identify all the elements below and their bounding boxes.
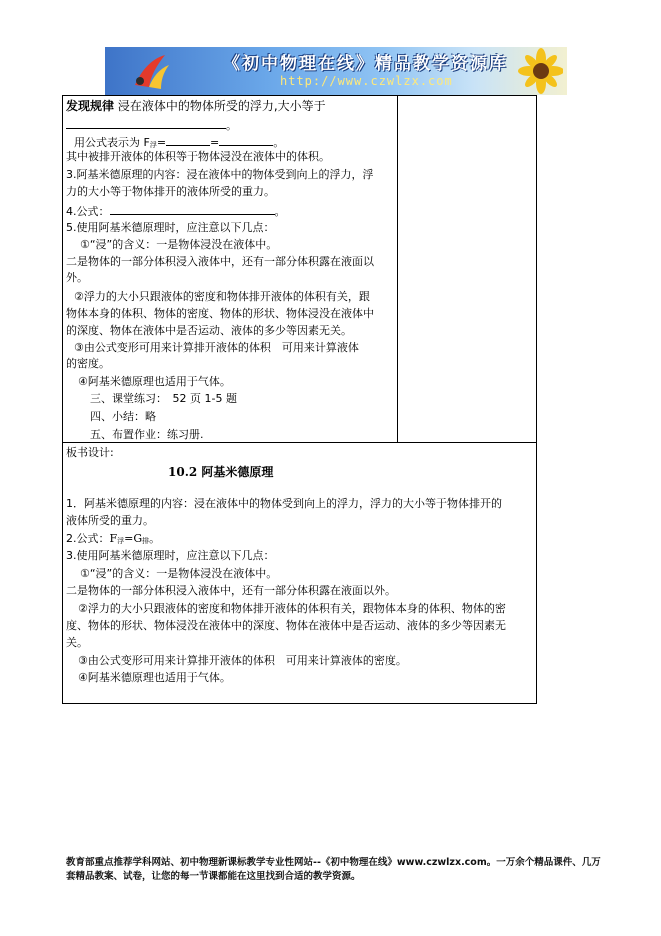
formula-label: 2.公式： — [66, 532, 110, 545]
footer-line-2: 套精品教案、试卷，让您的每一节课都能在这里找到合适的教学资源。 — [66, 871, 361, 882]
formula-end: 。 — [149, 532, 161, 545]
board-design-label: 板书设计: — [66, 446, 114, 459]
text-line: 四、小结：略 — [90, 410, 156, 423]
blank-answer-underline — [66, 117, 226, 129]
formula-label: 4.公式： — [66, 205, 110, 218]
text-line: ③由公式变形可用来计算排开液体的体积 可用来计算液体的密度。 — [78, 654, 407, 667]
blank-answer-end: 。 — [226, 119, 237, 132]
banner-url[interactable]: http://www.czwlzx.com — [280, 74, 453, 88]
text-line: 二是物体的一部分体积浸入液体中，还有一部分体积露在液面以 — [66, 255, 374, 268]
formula-subscript-a: 浮 — [117, 537, 125, 545]
discovery-rule-text: 浸在液体中的物体所受的浮力,大小等于 — [117, 99, 326, 113]
text-line: 外。 — [66, 271, 88, 284]
text-line: 力的大小等于物体排开的液体所受的重力。 — [66, 185, 275, 198]
text-line: 3.使用阿基米德原理时，应注意以下几点： — [66, 549, 275, 562]
formula-fill-blank — [110, 203, 275, 215]
formula-blank-2 — [219, 134, 273, 146]
text-line: 液体所受的重力。 — [66, 514, 154, 527]
formula-fill-end: 。 — [274, 205, 286, 218]
text-line: 三、课堂练习： 52 页 1-5 题 — [90, 392, 237, 405]
text-line: 3.阿基米德原理的内容：浸在液体中的物体受到向上的浮力，浮 — [66, 168, 374, 181]
table-column-divider — [397, 96, 398, 442]
text-line: 的深度、物体在液体中是否运动、液体的多少等因素无关。 — [66, 324, 352, 337]
discovery-rule-label: 发现规律 — [66, 99, 115, 113]
formula-fill-line — [66, 203, 286, 219]
text-line: 其中被排开液体的体积等于物体浸没在液体中的体积。 — [66, 150, 330, 163]
formula-equals-1: = — [156, 136, 167, 149]
formula-end: 。 — [273, 136, 285, 149]
text-line: ②浮力的大小只跟液体的密度和物体排开液体的体积有关，跟 — [74, 290, 370, 303]
text-line: ②浮力的大小只跟液体的密度和物体排开液体的体积有关，跟物体本身的体积、物体的密 — [78, 602, 506, 615]
text-line: ③由公式变形可用来计算排开液体的体积 可用来计算液体 — [74, 341, 359, 354]
formula-part-a: F — [109, 532, 118, 545]
formula-prefix: 用公式表示为 F — [74, 136, 150, 149]
text-line: 关。 — [66, 636, 88, 649]
text-line: ①“浸”的含义：一是物体浸没在液体中。 — [80, 238, 278, 251]
page-footer — [66, 856, 652, 884]
discovery-rule-line — [66, 99, 326, 113]
text-line: 五、布置作业：练习册. — [90, 428, 204, 441]
formula-subscript-b: 排 — [142, 537, 150, 545]
text-line: ①“浸”的含义：一是物体浸没在液体中。 — [80, 567, 278, 580]
formula-blank-1 — [166, 134, 210, 146]
sunflower-icon — [503, 47, 563, 95]
formula-equals-2: = — [210, 136, 220, 149]
section-heading: 10.2 阿基米德原理 — [168, 465, 274, 479]
text-line: 物体本身的体积、物体的密度、物体的形状、物体浸没在液体中 — [66, 307, 374, 320]
text-line: 5.使用阿基米德原理时，应注意以下几点： — [66, 221, 275, 234]
blank-answer-line — [66, 117, 237, 133]
banner-title: 《初中物理在线》精品教学资源库 — [223, 54, 508, 74]
text-line: ④阿基米德原理也适用于气体。 — [78, 671, 231, 684]
logo-icon — [131, 51, 173, 91]
text-line: 度、物体的形状、物体浸没在液体中的深度、物体在液体中是否运动、液体的多少等因素无 — [66, 619, 506, 632]
text-line: 的密度。 — [66, 357, 110, 370]
text-line: 二是物体的一部分体积浸入液体中，还有一部分体积露在液面以外。 — [66, 584, 396, 597]
formula-subscript: 浮 — [149, 141, 157, 149]
formula-part-b: =G — [124, 532, 143, 545]
header-banner — [105, 47, 567, 95]
footer-line-1: 教育部重点推荐学科网站、初中物理新课标教学专业性网站--《初中物理在线》www.czwlzx.com。一万余个精品课件、几万 — [66, 857, 601, 868]
text-line: ④阿基米德原理也适用于气体。 — [78, 375, 231, 388]
text-line: 1．阿基米德原理的内容：浸在液体中的物体受到向上的浮力，浮力的大小等于物体排开的 — [66, 497, 502, 510]
formula-line — [66, 532, 160, 548]
